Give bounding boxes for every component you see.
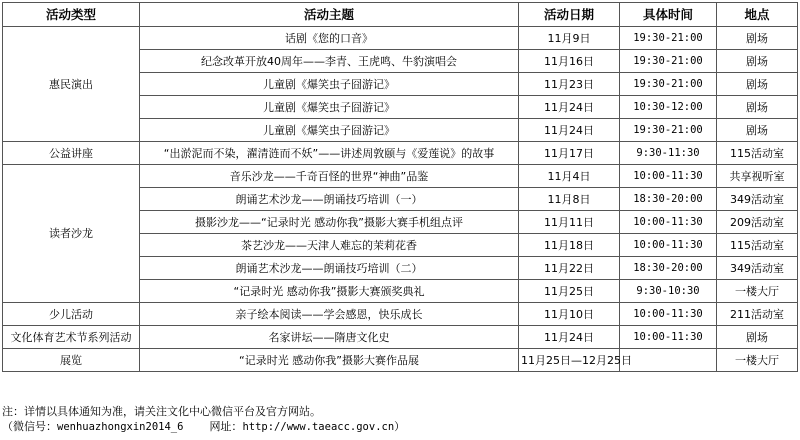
- date-cell: 11月23日: [519, 73, 620, 96]
- date-cell: 11月25日: [519, 280, 620, 303]
- time-cell: [620, 349, 717, 372]
- date-cell: 11月24日: [519, 119, 620, 142]
- footnote-close-paren: ）: [394, 420, 406, 433]
- time-cell: 18:30-20:00: [620, 188, 717, 211]
- activity-type-cell: 惠民演出: [3, 27, 140, 142]
- time-cell: 9:30-11:30: [620, 142, 717, 165]
- header-activity-date: 活动日期: [519, 3, 620, 27]
- time-cell: 19:30-21:00: [620, 27, 717, 50]
- footnote-line-1: 注：详情以具体通知为准，请关注文化中心微信平台及官方网站。: [2, 405, 321, 418]
- time-cell: 10:30-12:00: [620, 96, 717, 119]
- venue-cell: 349活动室: [717, 257, 798, 280]
- activity-schedule-table: [2, 2, 798, 372]
- wechat-id: wenhuazhongxin2014_6: [57, 421, 184, 433]
- venue-cell: 一楼大厅: [717, 349, 798, 372]
- venue-cell: 一楼大厅: [717, 280, 798, 303]
- theme-cell: 话剧《您的口音》: [140, 27, 519, 50]
- website-link[interactable]: http://www.taeacc.gov.cn: [242, 421, 395, 433]
- activity-type-cell: 公益讲座: [3, 142, 140, 165]
- table-row: [3, 349, 798, 372]
- activity-type-cell: 文化体育艺术节系列活动: [3, 326, 140, 349]
- date-cell: 11月18日: [519, 234, 620, 257]
- venue-cell: 115活动室: [717, 234, 798, 257]
- activity-type-cell: 少儿活动: [3, 303, 140, 326]
- wechat-label: （微信号：: [2, 420, 57, 433]
- time-cell: 19:30-21:00: [620, 73, 717, 96]
- table-row: [3, 326, 798, 349]
- venue-cell: 115活动室: [717, 142, 798, 165]
- table-row: [3, 165, 798, 188]
- date-cell: 11月9日: [519, 27, 620, 50]
- header-activity-time: 具体时间: [620, 3, 717, 27]
- theme-cell: 儿童剧《爆笑虫子囧游记》: [140, 73, 519, 96]
- date-cell: 11月10日: [519, 303, 620, 326]
- theme-cell: 摄影沙龙——“记录时光 感动你我”摄影大赛手机组点评: [140, 211, 519, 234]
- venue-cell: 共享视听室: [717, 165, 798, 188]
- time-cell: 19:30-21:00: [620, 119, 717, 142]
- theme-cell: “记录时光 感动你我”摄影大赛颁奖典礼: [140, 280, 519, 303]
- theme-cell: “记录时光 感动你我”摄影大赛作品展: [140, 349, 519, 372]
- date-cell: 11月17日: [519, 142, 620, 165]
- theme-cell: 朗诵艺术沙龙——朗诵技巧培训（一）: [140, 188, 519, 211]
- date-cell: 11月8日: [519, 188, 620, 211]
- venue-cell: 209活动室: [717, 211, 798, 234]
- theme-cell: 纪念改革开放40周年——李青、王虎鸣、牛豹演唱会: [140, 50, 519, 73]
- date-cell: 11月24日: [519, 326, 620, 349]
- table-row: [3, 27, 798, 50]
- table-row: [3, 303, 798, 326]
- theme-cell: 朗诵艺术沙龙——朗诵技巧培训（二）: [140, 257, 519, 280]
- date-cell: 11月22日: [519, 257, 620, 280]
- time-cell: 19:30-21:00: [620, 50, 717, 73]
- theme-cell: “出淤泥而不染，濯清涟而不妖”——讲述周敦颐与《爱莲说》的故事: [140, 142, 519, 165]
- venue-cell: 剧场: [717, 73, 798, 96]
- time-cell: 10:00-11:30: [620, 211, 717, 234]
- venue-cell: 剧场: [717, 119, 798, 142]
- time-cell: 18:30-20:00: [620, 257, 717, 280]
- table-row: [3, 142, 798, 165]
- time-cell: 9:30-10:30: [620, 280, 717, 303]
- date-cell: 11月4日: [519, 165, 620, 188]
- time-cell: 10:00-11:30: [620, 234, 717, 257]
- theme-cell: 儿童剧《爆笑虫子囧游记》: [140, 96, 519, 119]
- header-venue: 地点: [717, 3, 798, 27]
- activity-type-cell: 读者沙龙: [3, 165, 140, 303]
- theme-cell: 儿童剧《爆笑虫子囧游记》: [140, 119, 519, 142]
- date-cell: 11月25日—12月25日: [519, 349, 620, 372]
- header-activity-theme: 活动主题: [140, 3, 519, 27]
- footnote-line-2: [2, 419, 405, 435]
- venue-cell: 剧场: [717, 96, 798, 119]
- venue-cell: 剧场: [717, 50, 798, 73]
- venue-cell: 剧场: [717, 27, 798, 50]
- date-cell: 11月11日: [519, 211, 620, 234]
- theme-cell: 亲子绘本阅读——学会感恩，快乐成长: [140, 303, 519, 326]
- theme-cell: 茶艺沙龙——天津人难忘的茉莉花香: [140, 234, 519, 257]
- venue-cell: 剧场: [717, 326, 798, 349]
- activity-type-cell: 展览: [3, 349, 140, 372]
- theme-cell: 音乐沙龙——千奇百怪的世界“神曲”品鉴: [140, 165, 519, 188]
- header-activity-type: 活动类型: [3, 3, 140, 27]
- time-cell: 10:00-11:30: [620, 165, 717, 188]
- theme-cell: 名家讲坛——隋唐文化史: [140, 326, 519, 349]
- website-label: 网址：: [209, 420, 243, 433]
- date-cell: 11月24日: [519, 96, 620, 119]
- time-cell: 10:00-11:30: [620, 326, 717, 349]
- venue-cell: 211活动室: [717, 303, 798, 326]
- date-cell: 11月16日: [519, 50, 620, 73]
- time-cell: 10:00-11:30: [620, 303, 717, 326]
- footnote: [2, 404, 405, 435]
- table-header-row: [3, 3, 798, 27]
- venue-cell: 349活动室: [717, 188, 798, 211]
